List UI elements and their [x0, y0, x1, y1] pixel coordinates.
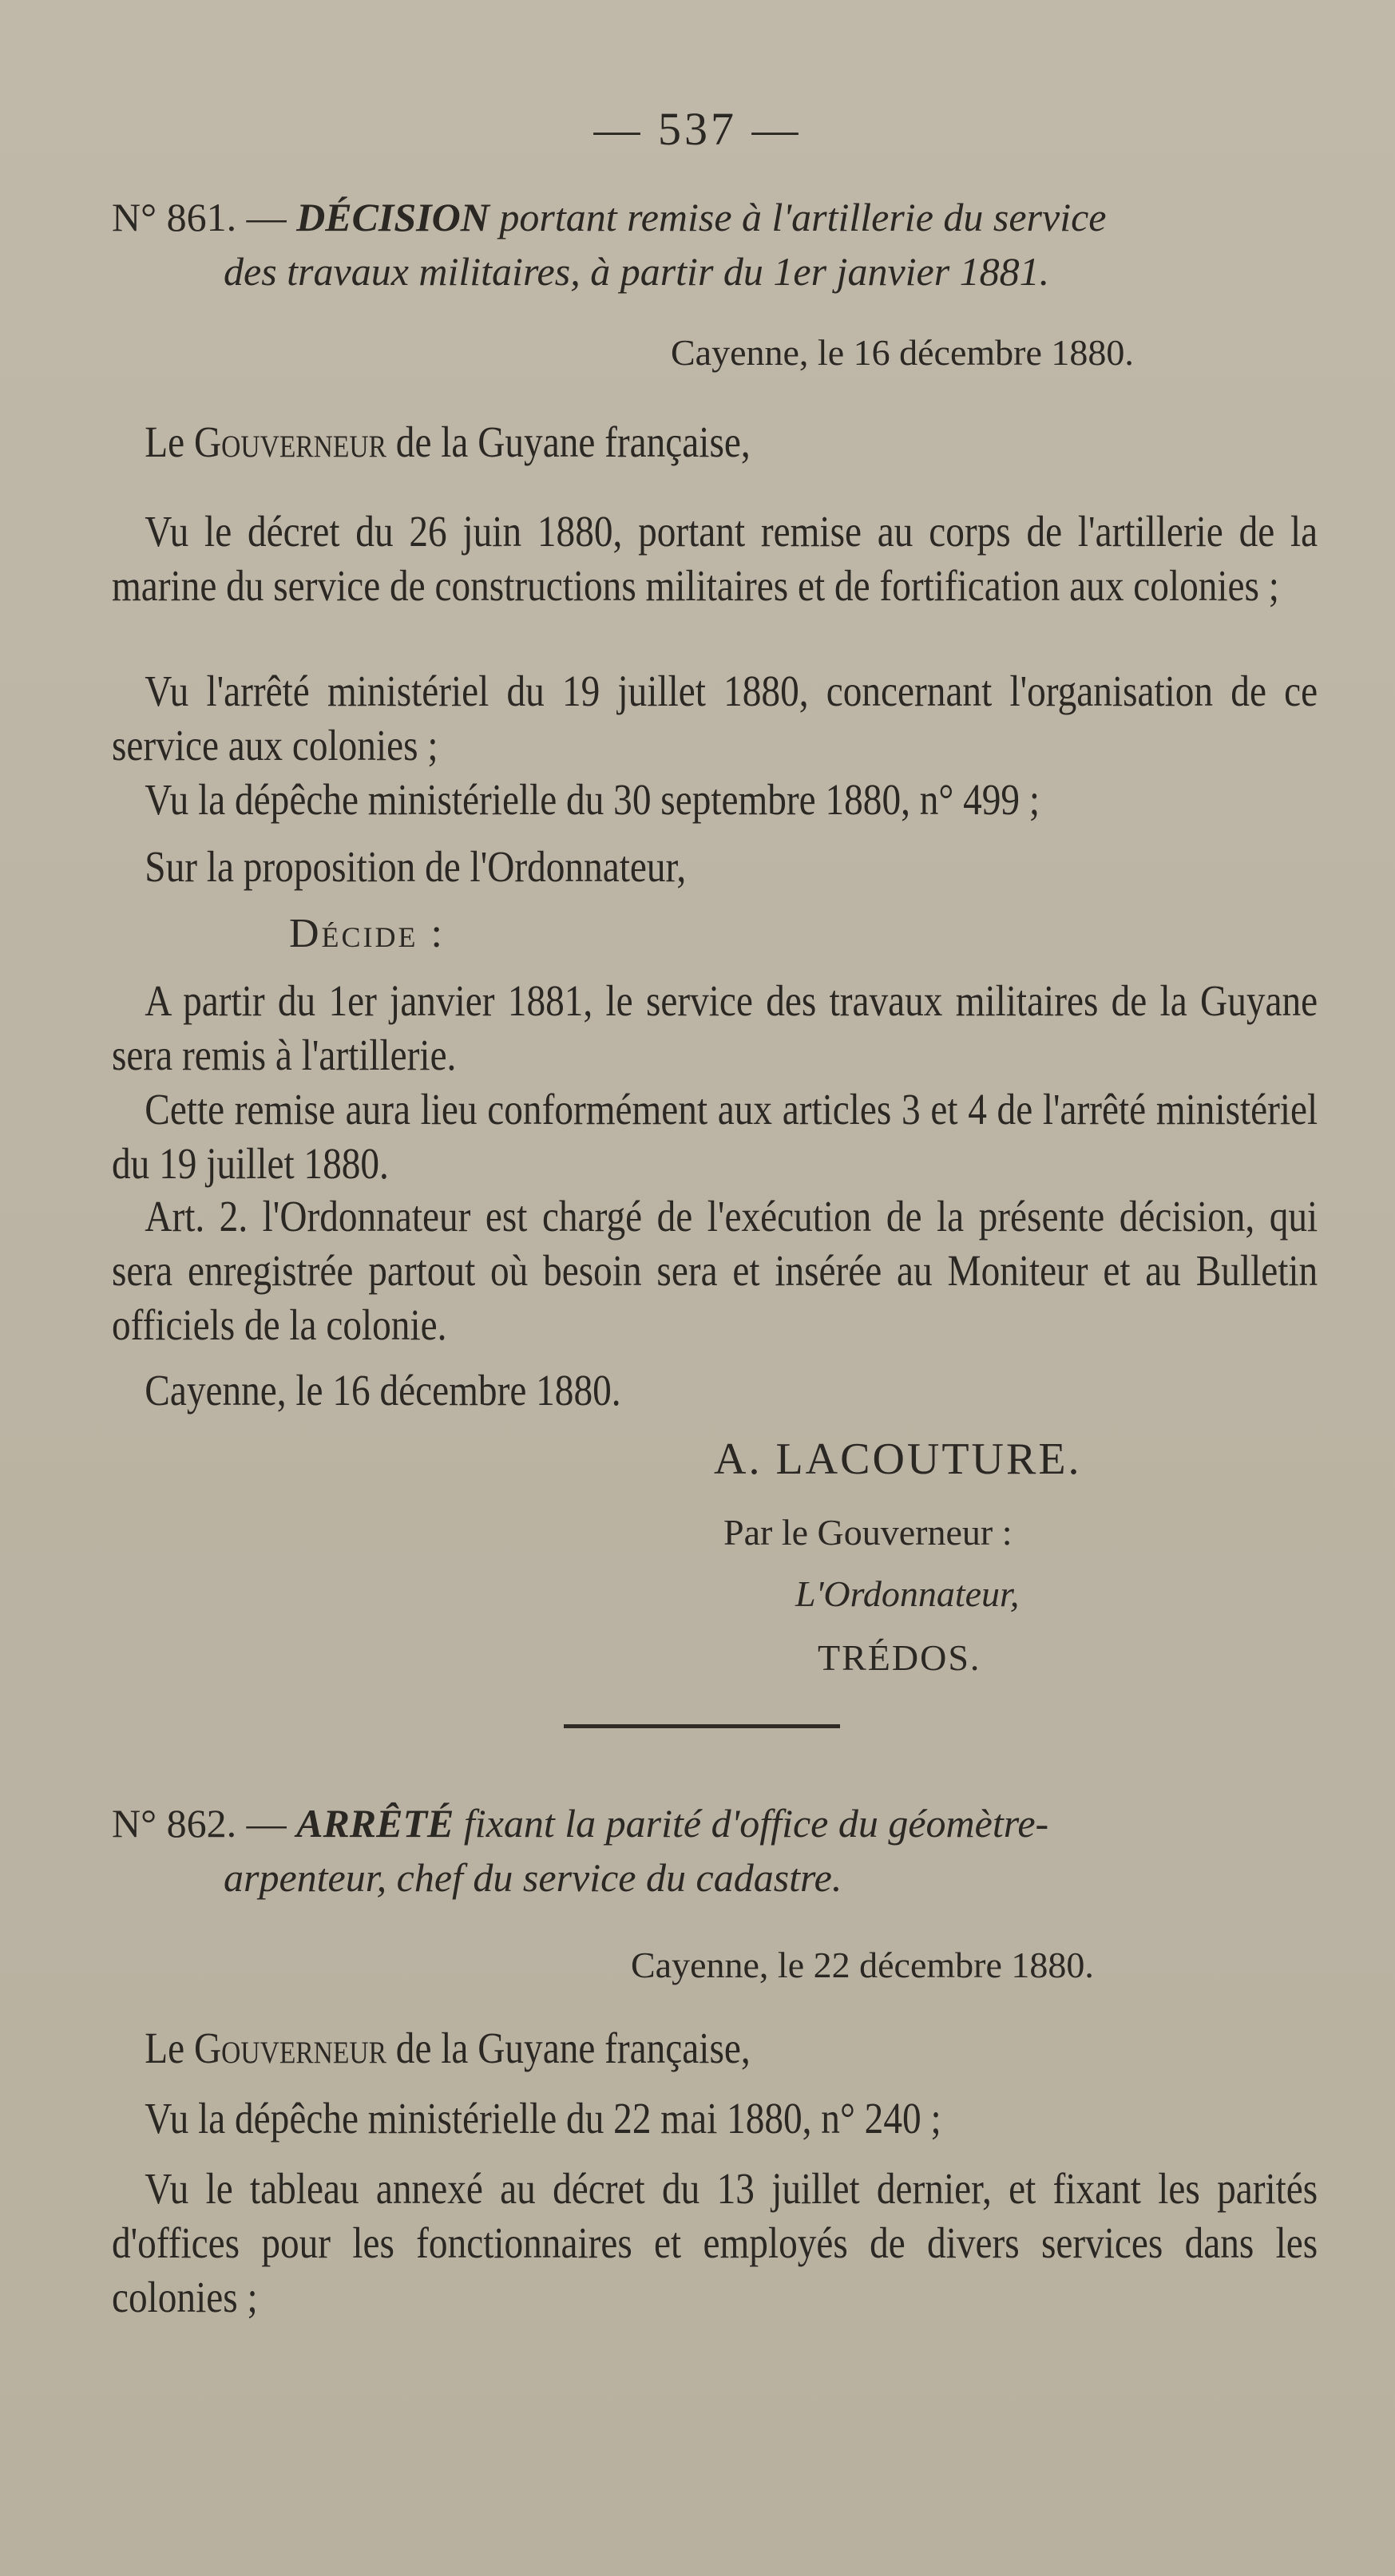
signature-role-name: TRÉDOS.: [818, 1637, 981, 1678]
section-title-line2: des travaux militaires, à partir du 1er janvier 1881.: [224, 249, 1050, 294]
section-title-line2: arpenteur, chef du service du cadastre.: [224, 1855, 842, 1900]
article-1: A partir du 1er janvier 1881, le service des travaux militaires de la Guyane sera remis à l'artillerie.: [112, 976, 1318, 1079]
intro-gouverneur: Gouverneur: [193, 2024, 386, 2072]
intro-suffix: de la Guyane française,: [395, 417, 751, 466]
considerant-2: Vu l'arrêté ministériel du 19 juillet 1880, concernant l'organisation de ce service aux colonies ;: [112, 667, 1318, 770]
section-divider: [564, 1724, 840, 1728]
intro-prefix: Le: [145, 2024, 185, 2072]
section-title-rest: portant remise à l'artillerie du service: [499, 195, 1107, 239]
signature-role: L'Ordonnateur,: [795, 1573, 1020, 1614]
section-title-rest: fixant la parité d'office du géomètre-: [463, 1801, 1049, 1846]
considerant-1: Vu la dépêche ministérielle du 22 mai 1880, n° 240 ;: [145, 2094, 941, 2143]
considerant-4: Sur la proposition de l'Ordonnateur,: [145, 842, 687, 891]
considerant-2: Vu le tableau annexé au décret du 13 juillet dernier, et fixant les parités d'offices pour les fonctionnaires et employés de divers services dans les colonies ;: [112, 2164, 1318, 2321]
section-861-heading: [112, 190, 1302, 299]
place-date: Cayenne, le 22 décembre 1880.: [631, 1945, 1094, 1985]
article-1-continued: Cette remise aura lieu conformément aux articles 3 et 4 de l'arrêté ministériel du 19 juillet 1880.: [112, 1085, 1318, 1188]
intro-suffix: de la Guyane française,: [395, 2024, 751, 2072]
signature-name: A. LACOUTURE.: [714, 1434, 1082, 1484]
decide-heading: Décide :: [289, 911, 445, 956]
intro-gouverneur: Gouverneur: [193, 417, 386, 466]
place-date: Cayenne, le 16 décembre 1880.: [671, 332, 1134, 373]
section-number: N° 861. —: [112, 195, 287, 239]
section-number: N° 862. —: [112, 1801, 287, 1846]
considerant-3: Vu la dépêche ministérielle du 30 septembre 1880, n° 499 ;: [145, 775, 1040, 824]
signature-by: Par le Gouverneur :: [723, 1512, 1013, 1553]
intro-line: [112, 2021, 1149, 2075]
intro-prefix: Le: [145, 417, 185, 466]
section-862-heading: [112, 1796, 1302, 1905]
closing-date: Cayenne, le 16 décembre 1880.: [145, 1366, 621, 1415]
section-title: DÉCISION: [296, 195, 489, 239]
page-number: — 537 —: [593, 103, 802, 155]
article-2: Art. 2. l'Ordonnateur est chargé de l'exécution de la présente décision, qui sera enregistrée partout où besoin sera et insérée au Moniteur et au Bulletin officiels de la colonie.: [112, 1192, 1318, 1349]
section-title: ARRÊTÉ: [296, 1801, 454, 1846]
intro-line: [112, 415, 1149, 469]
considerant-1: Vu le décret du 26 juin 1880, portant remise au corps de l'artillerie de la marine du service de constructions militaires et de fortification aux colonies ;: [112, 507, 1318, 610]
